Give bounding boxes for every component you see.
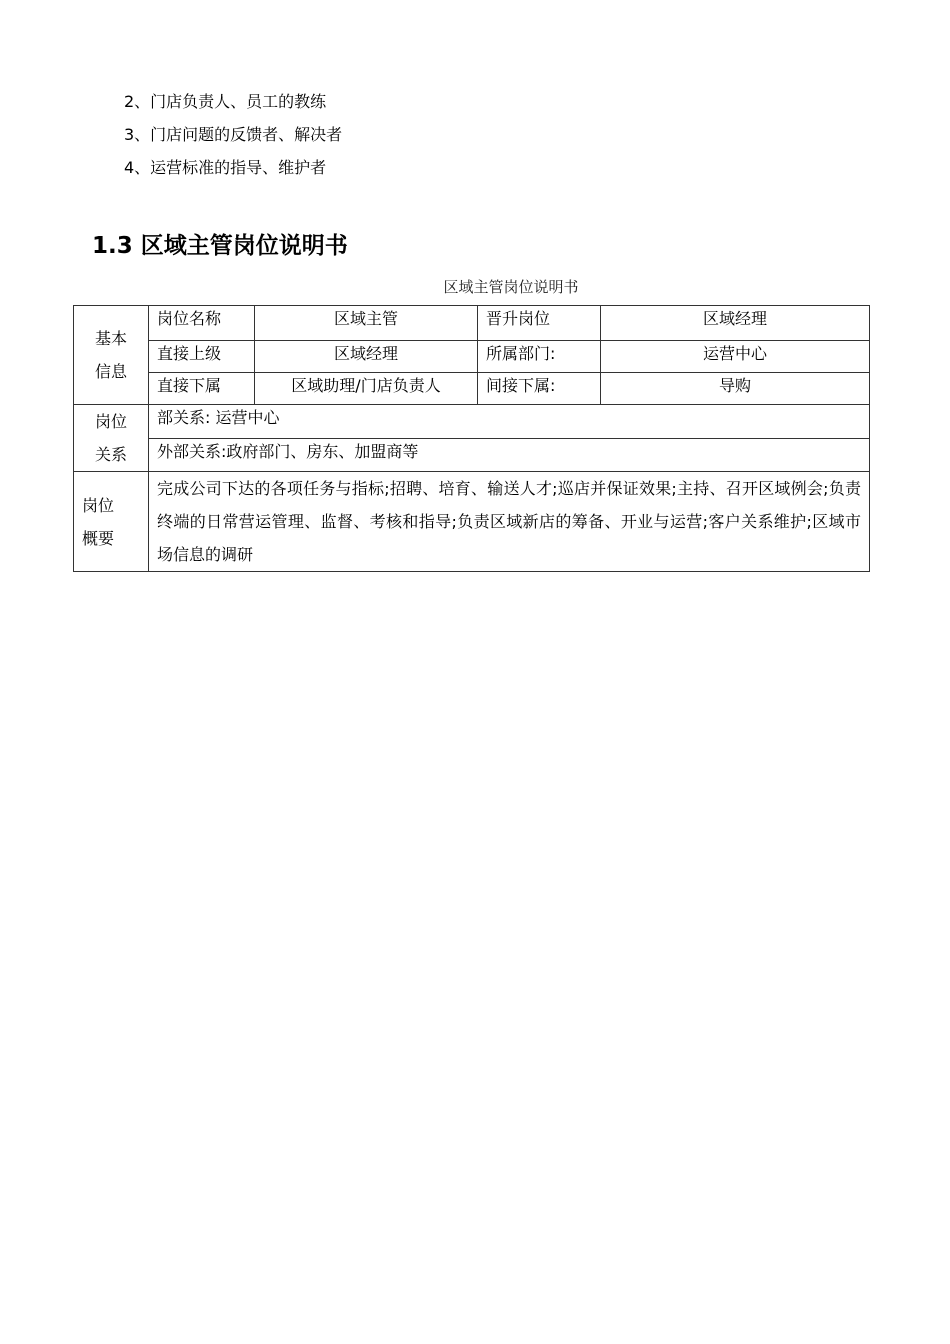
table-row: [74, 438, 870, 472]
external-relation: 外部关系:政府部门、房东、加盟商等: [149, 438, 870, 472]
table-row: [74, 306, 870, 341]
position-name-label: 岗位名称: [149, 306, 255, 341]
promotion-label: 晋升岗位: [478, 306, 601, 341]
list-item: 2、门店负责人、员工的教练: [124, 92, 327, 111]
table-row: [74, 341, 870, 373]
relation-label: 岗位 关系: [74, 405, 149, 472]
job-description-table: [73, 305, 870, 572]
table-row: [74, 373, 870, 405]
table-caption: 区域主管岗位说明书: [443, 278, 579, 296]
promotion-value: 区域经理: [601, 306, 870, 341]
basic-info-label: 基本 信息: [74, 306, 149, 405]
direct-subordinate-value: 区域助理/门店负责人: [255, 373, 478, 405]
department-label: 所属部门:: [478, 341, 601, 373]
list-item: 4、运营标准的指导、维护者: [124, 158, 327, 177]
table-row: [74, 472, 870, 572]
overview-label: 岗位 概要: [74, 472, 149, 572]
direct-subordinate-label: 直接下属: [149, 373, 255, 405]
section-heading: 1.3 区域主管岗位说明书: [92, 233, 348, 259]
table-row: [74, 405, 870, 439]
list-item: 3、门店问题的反馈者、解决者: [124, 125, 343, 144]
direct-superior-label: 直接上级: [149, 341, 255, 373]
department-value: 运营中心: [601, 341, 870, 373]
direct-superior-value: 区域经理: [255, 341, 478, 373]
position-name-value: 区域主管: [255, 306, 478, 341]
internal-relation: 部关系: 运营中心: [149, 405, 870, 439]
overview-text: 完成公司下达的各项任务与指标;招聘、培育、输送人才;巡店并保证效果;主持、召开区域例会;负责终端的日常营运管理、监督、考核和指导;负责区域新店的筹备、开业与运营;客户关系维护;区域市场信息的调研: [149, 472, 870, 572]
indirect-subordinate-label: 间接下属:: [478, 373, 601, 405]
responsibility-list: [124, 89, 342, 188]
indirect-subordinate-value: 导购: [601, 373, 870, 405]
